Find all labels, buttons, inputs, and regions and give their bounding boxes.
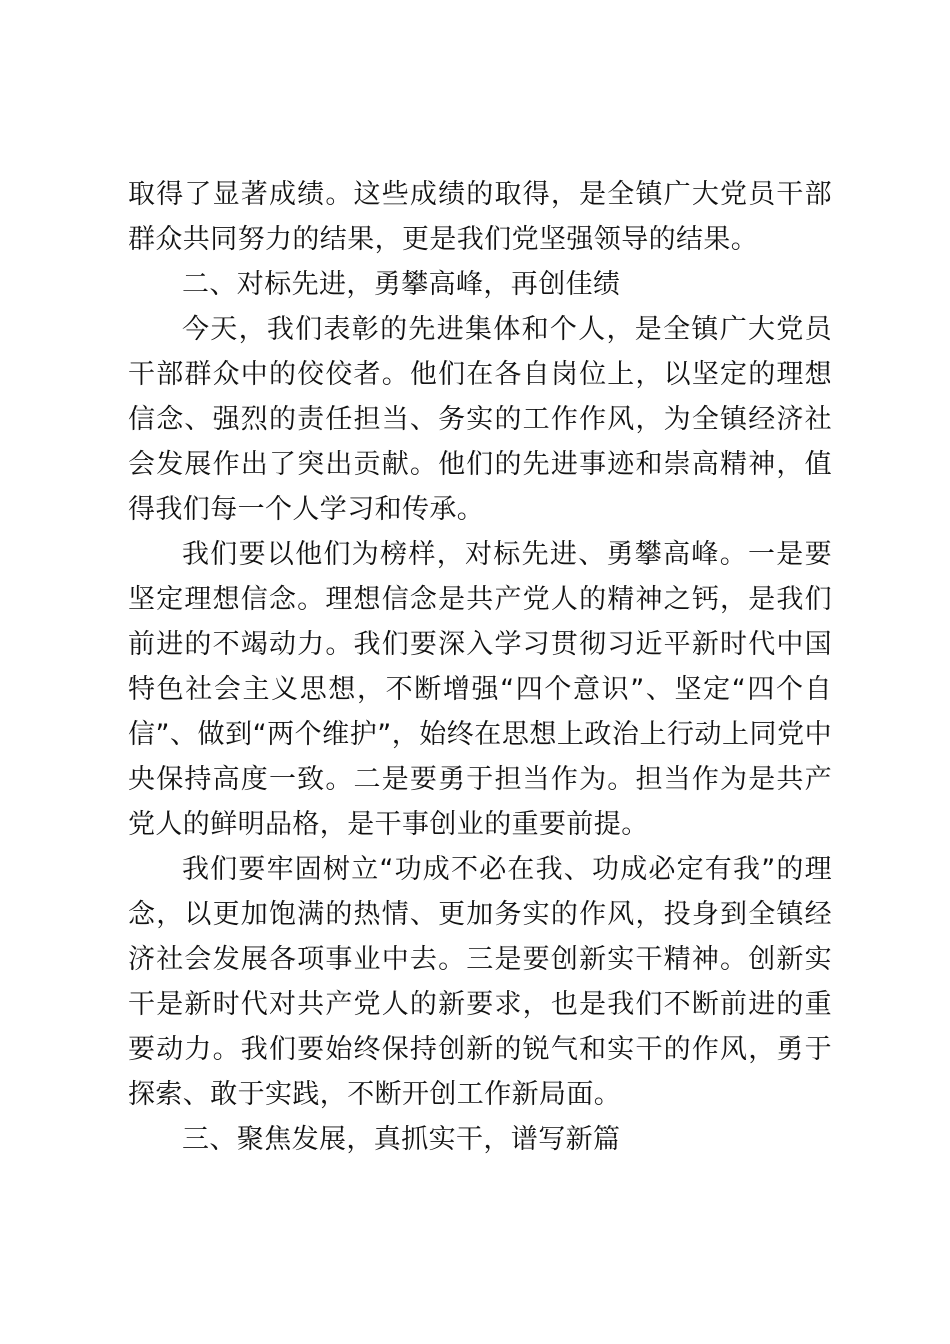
body-paragraph: 我们要牢固树立“功成不必在我、功成必定有我”的理念，以更加饱满的热情、更加务实的作风，投身到全镇经济社会发展各项事业中去。三是要创新实干精神。创新实干是新时代对共产党人的新要求，也是我们不断前进的重要动力。我们要始终保持创新的锐气和实干的作风，勇于探索、敢于实践，不断开创工作新局面。 — [128, 854, 832, 1110]
document-body — [128, 172, 832, 1162]
section-heading-2: 二、对标先进，勇攀高峰，再创佳绩 — [182, 269, 621, 300]
continuation-paragraph: 取得了显著成绩。这些成绩的取得，是全镇广大党员干部群众共同努力的结果，更是我们党坚强领导的结果。 — [128, 179, 832, 255]
section-heading-3: 三、聚焦发展，真抓实干，谱写新篇 — [182, 1124, 621, 1155]
body-paragraph: 今天，我们表彰的先进集体和个人，是全镇广大党员干部群众中的佼佼者。他们在各自岗位上，以坚定的理想信念、强烈的责任担当、务实的工作作风，为全镇经济社会发展作出了突出贡献。他们的先进事迹和崇高精神，值得我们每一个人学习和传承。 — [128, 314, 832, 525]
body-paragraph: 我们要以他们为榜样，对标先进、勇攀高峰。一是要坚定理想信念。理想信念是共产党人的精神之钙，是我们前进的不竭动力。我们要深入学习贯彻习近平新时代中国特色社会主义思想，不断增强“四个意识”、坚定“四个自信”、做到“两个维护”，始终在思想上政治上行动上同党中央保持高度一致。二是要勇于担当作为。担当作为是共产党人的鲜明品格，是干事创业的重要前提。 — [128, 539, 832, 840]
